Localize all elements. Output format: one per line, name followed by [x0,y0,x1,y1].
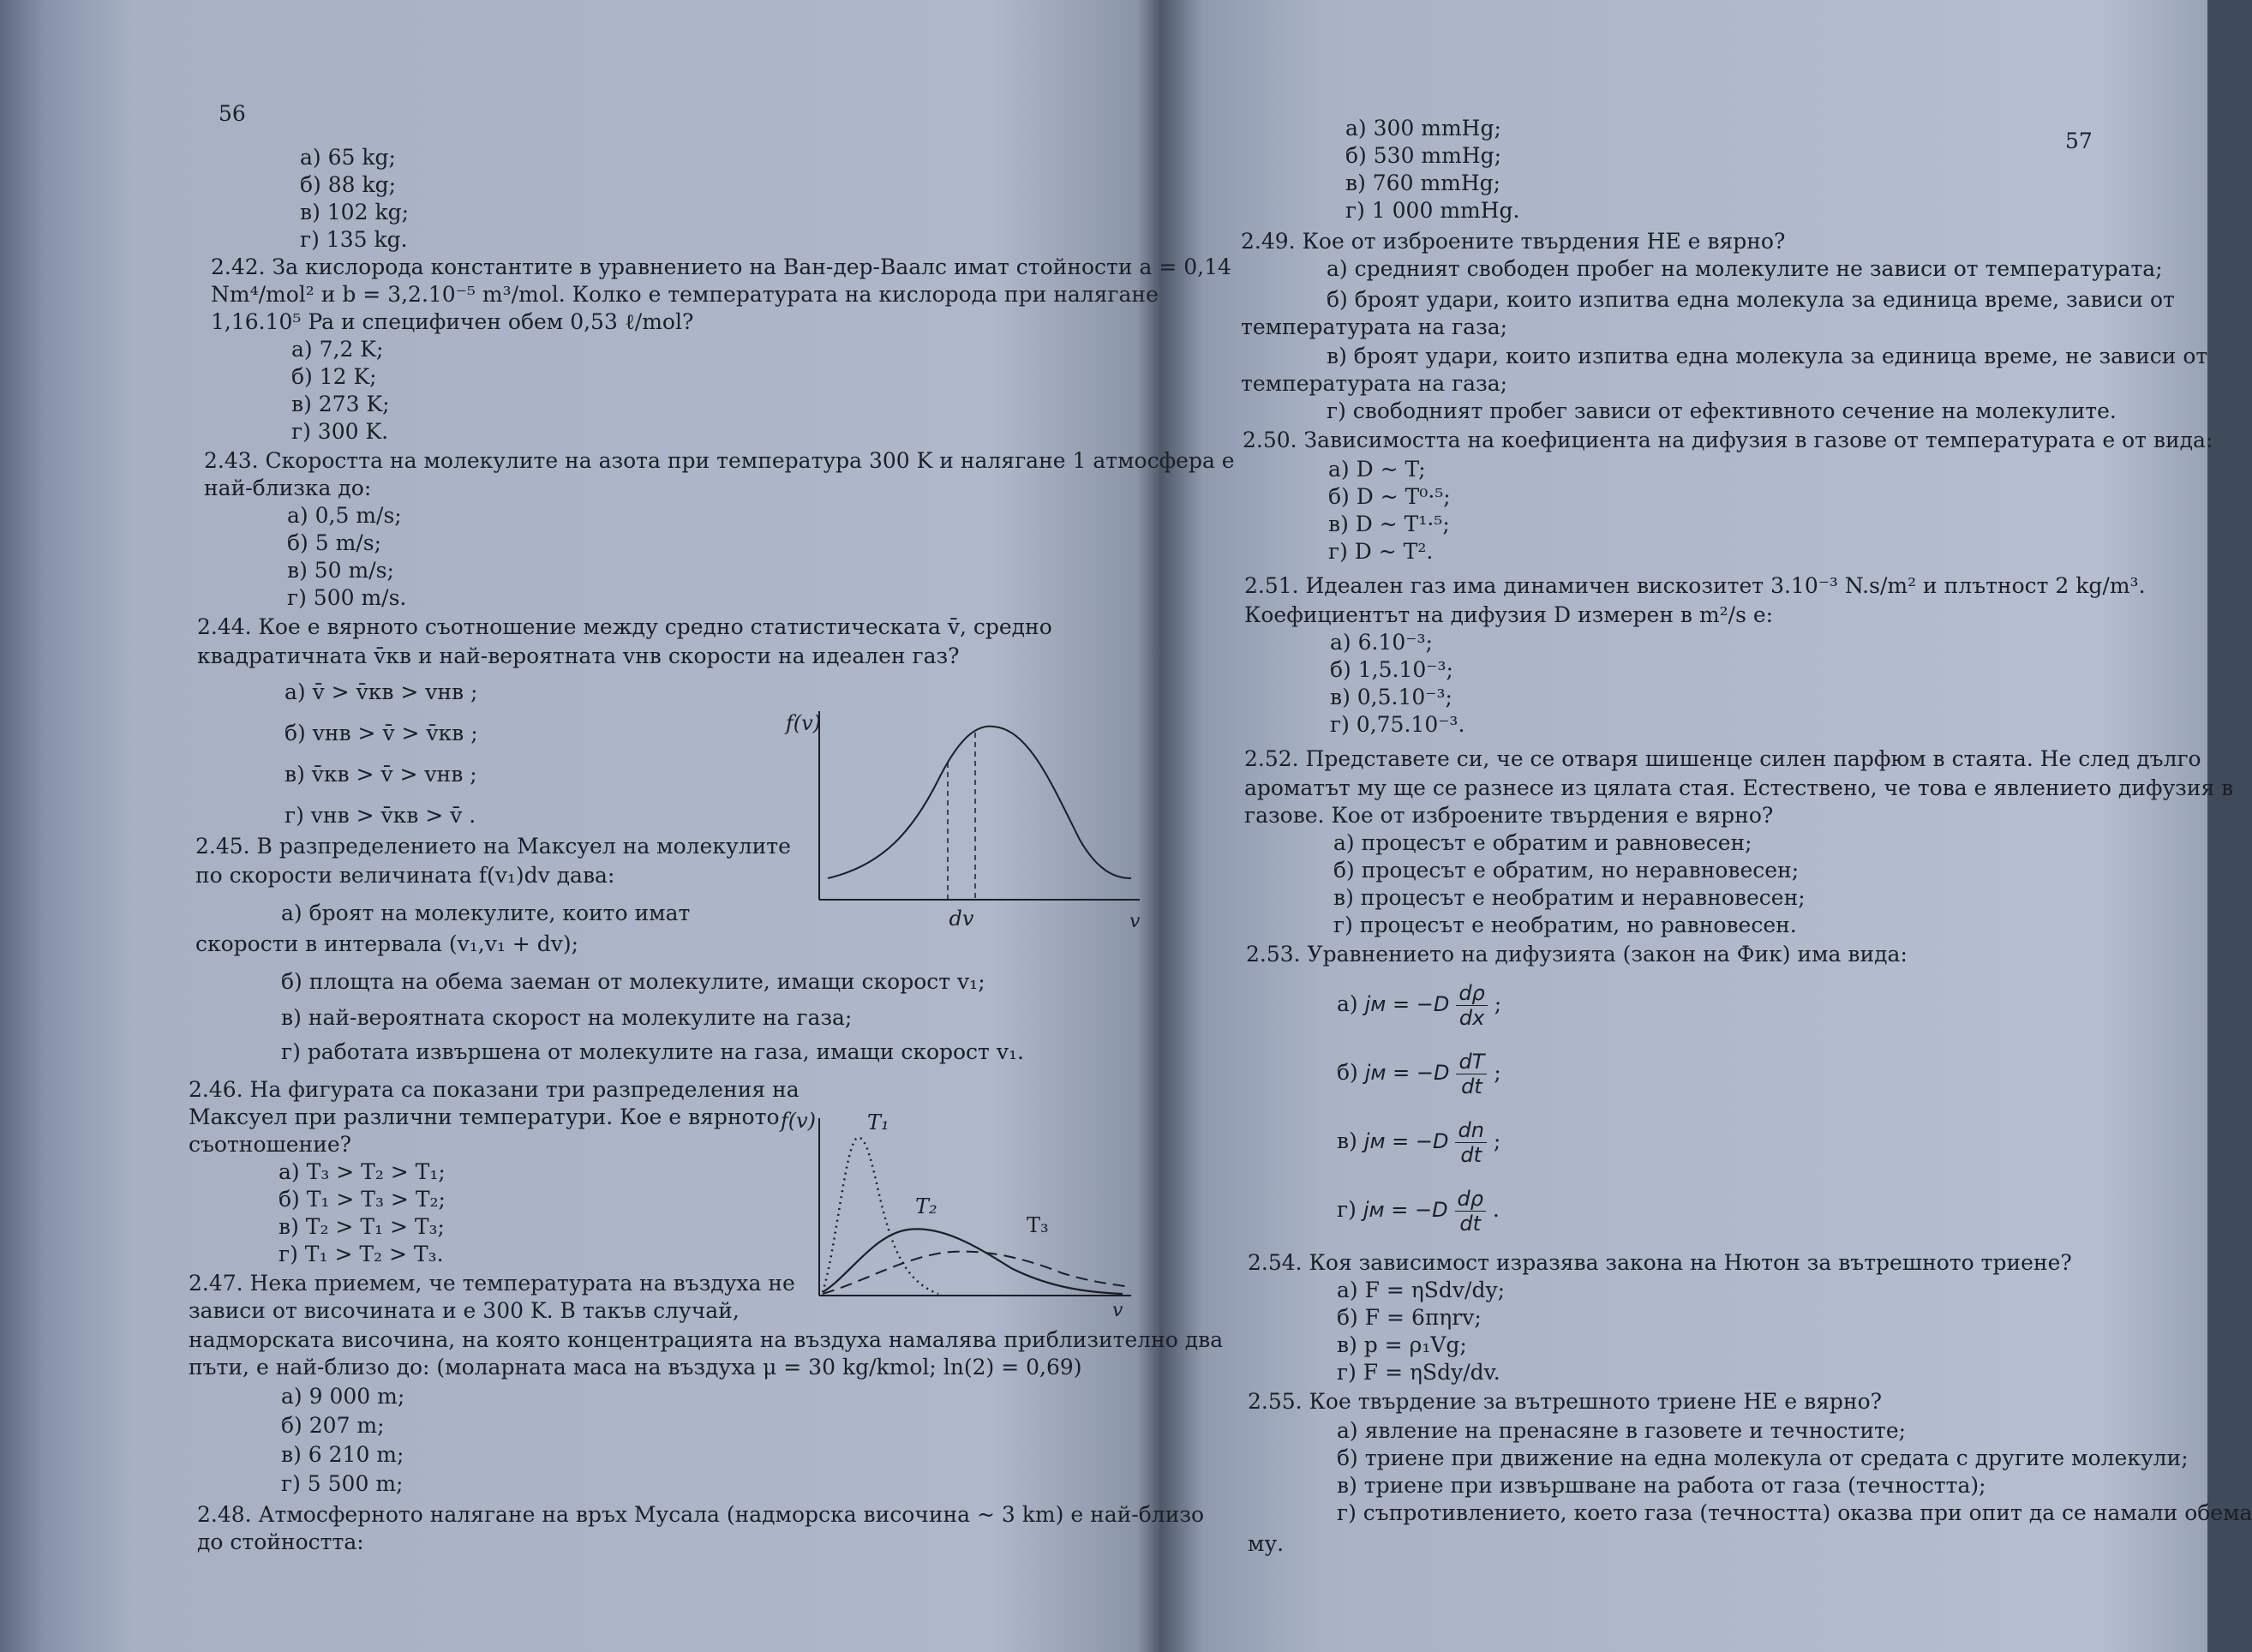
question-line: 2.47. Нека приемем, че температурата на въздуха не [189,1271,795,1296]
distribution-curve [828,727,1131,878]
option: в) 0,5.10⁻³; [1330,685,1452,709]
option: б) F = 6πηrv; [1337,1305,1482,1330]
option: температурата на газа; [1241,314,1508,339]
question-line: зависи от височината и е 300 K. В такъв случай, [189,1298,740,1323]
curve-t3 [823,1252,1131,1294]
x-axis-label: v [1129,911,1141,932]
question-line: 2.55. Кое твърдение за вътрешното триене НЕ е вярно? [1248,1389,1883,1414]
dv-label: dv [949,907,974,931]
option: а) v̄ > v̄кв > vнв ; [284,679,478,704]
maxwell-temperatures-plot [754,1105,1148,1320]
option: б) площта на обема заеман от молекулите, имащи скорост v₁; [281,969,985,994]
t1-label: T₁ [867,1110,889,1134]
equation-lhs: jм = −D [1364,992,1450,1016]
y-axis-label: f(v) [780,1109,816,1133]
t2-label: T₂ [915,1194,937,1218]
denominator: dt [1460,1143,1482,1167]
numerator: dn [1455,1118,1486,1143]
terminator: ; [1493,1128,1501,1153]
right-page [1165,0,2252,1652]
option: а) D ~ T; [1328,457,1426,482]
maxwell-figure [754,703,1148,943]
option: в) 102 kg; [300,200,410,224]
question-line: 2.46. На фигурата са показани три разпределения на [189,1077,800,1102]
fraction [1455,1118,1486,1167]
option: г) съпротивлението, което газа (течността) оказва при опит да се намали обема [1337,1500,2252,1525]
option: б) 530 mmHg; [1345,143,1502,168]
option: в) 6 210 m; [281,1442,404,1467]
page-number: 57 [2065,129,2093,153]
option-label: б) [1337,1060,1358,1085]
numerator: dρ [1455,1187,1486,1212]
option: б) 88 kg; [300,172,397,197]
question-line: 1,16.10⁵ Pa и специфичен обем 0,53 ℓ/mol? [211,309,694,334]
option: скорости в интервала (v₁,v₁ + dv); [195,931,578,956]
fick-equation-c [1337,1116,1500,1167]
option: а) 65 kg; [300,145,396,170]
option: в) най-вероятната скорост на молекулите на газа; [281,1005,853,1030]
option: в) процесът е необратим и неравновесен; [1333,885,1806,910]
numerator: dT [1456,1050,1487,1074]
question-line: пъти, е най-близо до: (моларната маса на въздуха μ = 30 kg/kmol; ln(2) = 0,69) [189,1355,1082,1380]
question-line: до стойността: [197,1529,364,1554]
option: в) T₂ > T₁ > T₃; [279,1214,445,1239]
option: г) vнв > v̄кв > v̄ . [284,803,476,828]
option: а) 9 000 m; [281,1384,405,1409]
question-line: Максуел при различни температури. Кое е вярното [189,1104,780,1129]
question-line: ароматът му ще се разнесе из цялата стая. Естествено, че това е явлението дифузия в [1244,775,2234,800]
fick-equation-d [1337,1184,1500,1236]
option: г) 135 kg. [300,227,408,252]
denominator: dt [1459,1212,1482,1236]
question-line: 2.44. Кое е вярното съотношение между средно статистическата v̄, средно [197,614,1052,639]
question-line: 2.49. Кое от изброените твърдения НЕ е вярно? [1241,229,1786,254]
numerator: dρ [1456,981,1487,1006]
option: б) vнв > v̄ > v̄кв ; [284,721,478,745]
question-line: 2.42. За кислорода константите в уравнението на Ван-дер-Ваалс имат стойности a = 0,14 [211,254,1231,279]
option: б) 207 m; [281,1413,385,1438]
maxwell-plot [754,703,1148,943]
question-line: Nm⁴/mol² и b = 3,2.10⁻⁵ m³/mol. Колко е температурата на кислорода при налягане [211,282,1159,307]
option: в) триене при извършване на работа от газа (течността); [1337,1473,1986,1498]
question-line: по скорости величината f(v₁)dv дава: [195,863,615,888]
question-line: 2.52. Представете си, че се отваря шишенце силен парфюм в стаята. Не след дълго [1244,746,2201,771]
option: г) свободният пробег зависи от ефективното сечение на молекулите. [1327,398,2117,423]
question-line: 2.53. Уравнението на дифузията (закон на Фик) има вида: [1246,942,1908,967]
option: б) 12 K; [291,364,377,389]
option: в) v̄кв > v̄ > vнв ; [284,762,477,787]
option: б) броят удари, които изпитва една молекула за единица време, зависи от [1327,287,2175,312]
question-line: 2.45. В разпределението на Максуел на молекулите [195,834,791,859]
option: а) средният свободен пробег на молекулите не зависи от температурата; [1327,256,2163,281]
fick-equation-b [1337,1047,1501,1098]
question-line: 2.51. Идеален газ има динамичен вискозитет 3.10⁻³ N.s/m² и плътност 2 kg/m³. [1244,573,2146,598]
t3-label: T₃ [1027,1213,1049,1237]
equation-lhs: jм = −D [1363,1198,1448,1222]
option: г) процесът е необратим, но равновесен. [1333,913,1797,937]
option: б) 5 m/s; [287,530,381,555]
option: в) 760 mmHg; [1345,171,1501,195]
option: а) 6.10⁻³; [1330,630,1433,655]
y-axis-label: f(v) [785,711,821,735]
option: а) явление на пренасяне в газовете и течностите; [1337,1418,1907,1443]
question-line: 2.54. Коя зависимост изразява закона на Нютон за вътрешното триене? [1248,1250,2072,1275]
terminator: ; [1494,1060,1501,1085]
fraction [1456,981,1487,1030]
option: г) F = ηSdy/dv. [1337,1360,1500,1385]
option: а) процесът е обратим и равновесен; [1333,830,1752,855]
option: в) D ~ T¹·⁵; [1328,512,1450,536]
equation-lhs: jм = −D [1363,1129,1449,1153]
option: г) 5 500 m; [281,1471,404,1496]
x-axis-label: v [1112,1300,1123,1321]
terminator: . [1492,1197,1500,1222]
question-line: Коефициентът на дифузия D измерен в m²/s е: [1244,602,1774,627]
option-label: в) [1337,1128,1357,1153]
denominator: dx [1458,1006,1485,1030]
question-line: 2.43. Скоростта на молекулите на азота при температура 300 K и налягане 1 атмосфера е [204,448,1235,473]
option: г) T₁ > T₂ > T₃. [279,1242,444,1266]
option: а) F = ηSdv/dy; [1337,1278,1505,1302]
option: а) T₃ > T₂ > T₁; [279,1159,446,1184]
question-line: газове. Кое от изброените твърдения е вярно? [1244,803,1774,828]
denominator: dt [1461,1074,1482,1098]
option: б) 1,5.10⁻³; [1330,657,1453,682]
option: г) 300 K. [291,419,389,444]
left-page [60,0,1235,1652]
fick-equation-a [1337,979,1501,1030]
option-label: а) [1337,991,1358,1016]
option: г) D ~ T². [1328,539,1434,564]
option: в) 273 K; [291,392,390,416]
option: му. [1248,1531,1285,1556]
fraction [1455,1187,1486,1236]
question-line: най-близка до: [204,476,372,500]
option: г) 0,75.10⁻³. [1330,712,1465,737]
option: а) 300 mmHg; [1345,116,1501,141]
option: б) D ~ T⁰·⁵; [1328,484,1451,509]
option: г) работата извършена от молекулите на газа, имащи скорост v₁. [281,1039,1024,1064]
question-line: 2.50. Зависимостта на коефициента на дифузия в газове от температурата е от вида: [1243,428,2213,452]
option: в) броят удари, които изпитва една молекула за единица време, не зависи от [1327,344,2208,368]
curve-t2 [823,1229,1123,1294]
option: в) p = ρ₁Vg; [1337,1332,1467,1357]
question-line: 2.48. Атмосферното налягане на връх Мусала (надморска височина ~ 3 km) е най-близо [197,1502,1205,1527]
option: а) 7,2 K; [291,337,384,362]
option: а) 0,5 m/s; [287,503,402,528]
option: б) триене при движение на една молекула от средата с другите молекули; [1337,1446,2189,1470]
question-line: надморската височина, на която концентрацията на въздуха намалява приблизително два [189,1327,1224,1352]
equation-lhs: jм = −D [1364,1061,1450,1085]
fraction [1456,1050,1487,1098]
option: б) процесът е обратим, но неравновесен; [1333,858,1800,883]
option: г) 500 m/s. [287,585,407,610]
option: в) 50 m/s; [287,558,394,583]
terminator: ; [1494,991,1502,1016]
question-line: квадратичната v̄кв и най-вероятната vнв скорости на идеален газ? [197,643,960,668]
question-line: съотношение? [189,1132,352,1157]
option: б) T₁ > T₃ > T₂; [279,1187,446,1212]
option: температурата на газа; [1241,371,1508,396]
option: а) броят на молекулите, които имат [281,901,691,925]
page-number: 56 [219,101,246,126]
option: г) 1 000 mmHg. [1345,198,1520,223]
option-label: г) [1337,1197,1357,1222]
maxwell-temperatures-figure [754,1105,1148,1320]
